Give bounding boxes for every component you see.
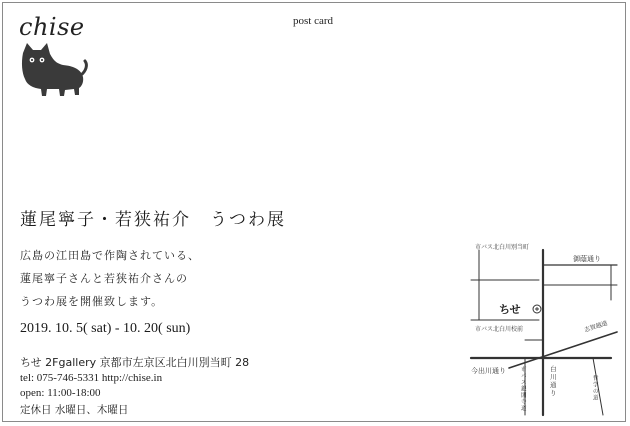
map-label-bus-stop-betto: 市バス北白川別当町 (475, 244, 530, 251)
map-label-shirakawa: 白川通り (550, 365, 557, 397)
exhibition-dates: 2019. 10. 5( sat) - 10. 20( sun) (20, 321, 191, 336)
map-label-imadegawa: 今出川通り (471, 367, 506, 375)
map-label-shop: ちせ (499, 303, 521, 316)
venue-hours: open: 11:00-18:00 (20, 387, 101, 399)
map-label-bus-stop-ginkakuji: 市バス銀閣寺道 (521, 367, 527, 412)
access-map (469, 240, 625, 420)
description-line: うつわ展を開催致します。 (20, 295, 164, 308)
venue-address: ちせ 2Fgallery 京都市左京区北白川別当町 28 (20, 356, 250, 369)
postcard (2, 2, 626, 422)
map-label-philosophers-path: 哲学の道 (593, 376, 599, 402)
exhibition-title: 蓮尾寧子・若狭祐介 うつわ展 (20, 210, 286, 230)
description-line: 蓮尾寧子さんと若狭祐介さんの (20, 272, 188, 285)
map-label-gosho-street: 御蔭通り (573, 255, 601, 263)
venue-contact: tel: 075-746-5331 http://chise.in (20, 372, 163, 384)
brand-logo: chise (19, 13, 85, 41)
map-label-shiga-road: 志賀越道 (583, 319, 609, 334)
venue-closed-days: 定休日 水曜日、木曜日 (20, 404, 129, 416)
map-label-bus-stop-school: 市バス北白川校前 (475, 326, 524, 333)
postcard-label: post card (293, 15, 334, 27)
description-line: 広島の江田島で作陶されている、 (20, 249, 200, 262)
black-cat-icon (19, 41, 89, 97)
